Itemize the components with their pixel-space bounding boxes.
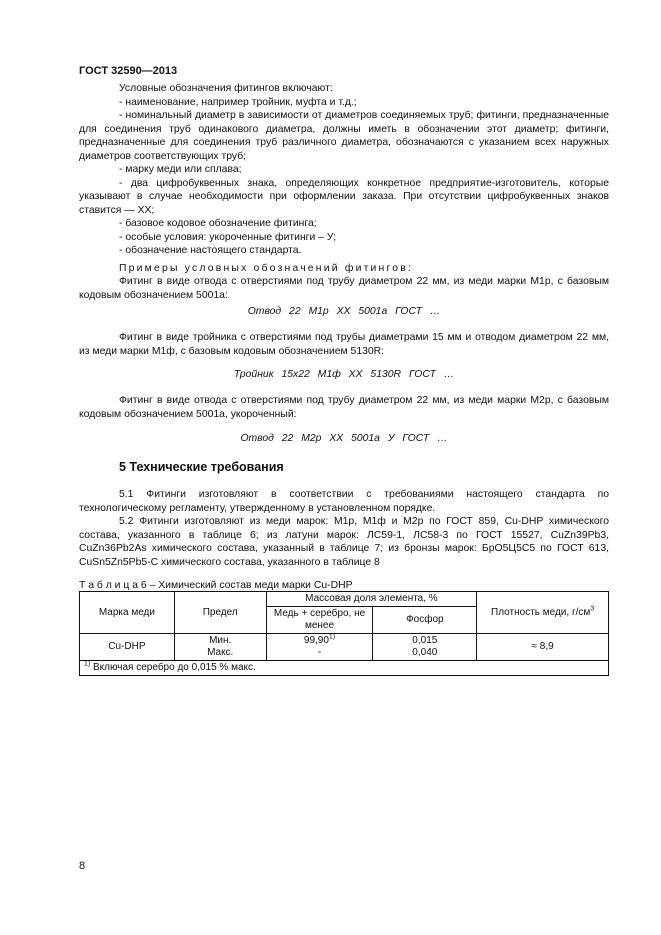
cell-limit-min: Мин. [209,635,232,646]
table-footnote-text: Включая серебро до 0,015 % макс. [90,662,256,673]
example-1-code: Отвод 22 М1р ХХ 5001а ГОСТ … [247,306,441,317]
table-footnote [80,661,609,676]
section-paragraph-5-1: 5.1 Фитинги изготовляют в соответствии с требованиями настоящего стандарта по технологическому регламенту, утвержденному в установленном порядке. [79,489,609,514]
table-caption [79,580,353,591]
header-grade: Марка меди [80,592,175,634]
header-density [477,592,609,634]
section-title: 5 Технические требования [119,460,284,474]
table-header-row [80,592,609,607]
standard-header: ГОСТ 32590—2013 [79,65,178,77]
example-2-code: Тройник 15х22 М1ф ХХ 5130R ГОСТ … [233,369,455,380]
example-3-text: Фитинг в виде отвода с отверстиями под трубу диаметром 22 мм, из меди марки М2р, с базовым кодовым обозначением 5001а, укороченный: [79,395,609,420]
table-note-row [80,661,609,676]
cell-copper-max: - [317,647,322,658]
designation-item-grade: - марку меди или сплава; [119,164,242,175]
designation-item-special: - особые условия: укороченные фитинги – У; [119,231,337,243]
section-body [79,488,609,569]
cell-copper [266,634,373,661]
cell-phosphorus-max: 0,040 [412,647,438,658]
cell-grade: Cu-DHP [80,634,175,661]
cell-limit-max: Макс. [207,647,234,658]
page-number: 8 [79,860,86,872]
examples-heading: Примеры условных обозначений фитингов: [119,262,414,274]
designation-block [79,82,609,302]
example-2-text: Фитинг в виде тройника с отверстиями под трубы диаметрами 15 мм и отводом диаметром 22 мм, из меди марки М1ф, с базовым кодовым обозначением 5130R: [79,332,609,357]
table-footnote-mark: 1) [84,660,91,668]
header-limit: Предел [174,592,266,634]
table-caption-text: 6 – Химический состав меди марки Cu-DHP [138,580,353,591]
example-3-code: Отвод 22 М2р ХХ 5001а У ГОСТ … [240,433,448,444]
example-3-block [79,394,609,421]
cell-copper-min-value: 99,90 [303,635,329,646]
designation-item-name: - наименование, например тройник, муфта и т.д.; [119,96,357,108]
header-mass-fraction: Массовая доля элемента, % [266,592,477,607]
designation-item-standard: - обозначение настоящего стандарта. [119,245,302,256]
example-2-block [79,331,609,358]
cell-limit [174,634,266,661]
header-density-sup: 3 [590,605,595,613]
designation-item-diameter: - номинальный диаметр в зависимости от диаметров соединяемых труб; фитинги, предназначенные для соединения труб одинакового диаметра, должны иметь в обозначении этот диаметр; фитинги, предназначенные для соединения труб различного диаметра, обозначаются с указанием всех наружных диаметров соответствующих труб; [79,110,609,162]
table-row [80,634,609,661]
example-1-text: Фитинг в виде отвода с отверстиями под трубу диаметром 22 мм, из меди марки М1р, с базовым кодовым обозначением 5001а: [79,276,609,301]
header-density-label: Плотность меди, г/см [491,606,591,618]
table-caption-prefix: Т а б л и ц а [79,580,138,591]
header-phosphorus: Фосфор [373,607,477,634]
chemical-composition-table [79,591,609,676]
cell-copper-min-footnote: 1) [328,633,336,641]
section-paragraph-5-2: 5.2 Фитинги изготовляют из меди марок: М1р, М1ф и М2р по ГОСТ 859, Cu-DHP химического состава, указанного в таблице 6; из латуни марок: ЛС59-1, ЛС58-3 по ГОСТ 15527, CuZn39Pb3, CuZn36Pb2As химического состава, указанный в таблице 7; из бронзы марок: БрО5Ц5С5 по ГОСТ 613, CuSn5Zn5Pb5-C химического состава, указанного в таблице 8 [79,516,609,568]
designation-intro: Условные обозначения фитингов включают: [119,83,333,94]
cell-phosphorus [373,634,477,661]
designation-item-base-code: - базовое кодовое обозначение фитинга; [119,218,317,229]
cell-phosphorus-min: 0,015 [412,635,438,646]
cell-copper-min [269,635,371,647]
designation-item-code: - два цифробуквенных знака, определяющих конкретное предприятие-изготовитель, которые указывают в случае необходимости при оформлении заказа. При отсутствии цифробуквенных знаков ставится — ХХ; [79,177,609,216]
header-copper-silver: Медь + серебро, не менее [266,607,373,634]
cell-density: ≈ 8,9 [477,634,609,661]
